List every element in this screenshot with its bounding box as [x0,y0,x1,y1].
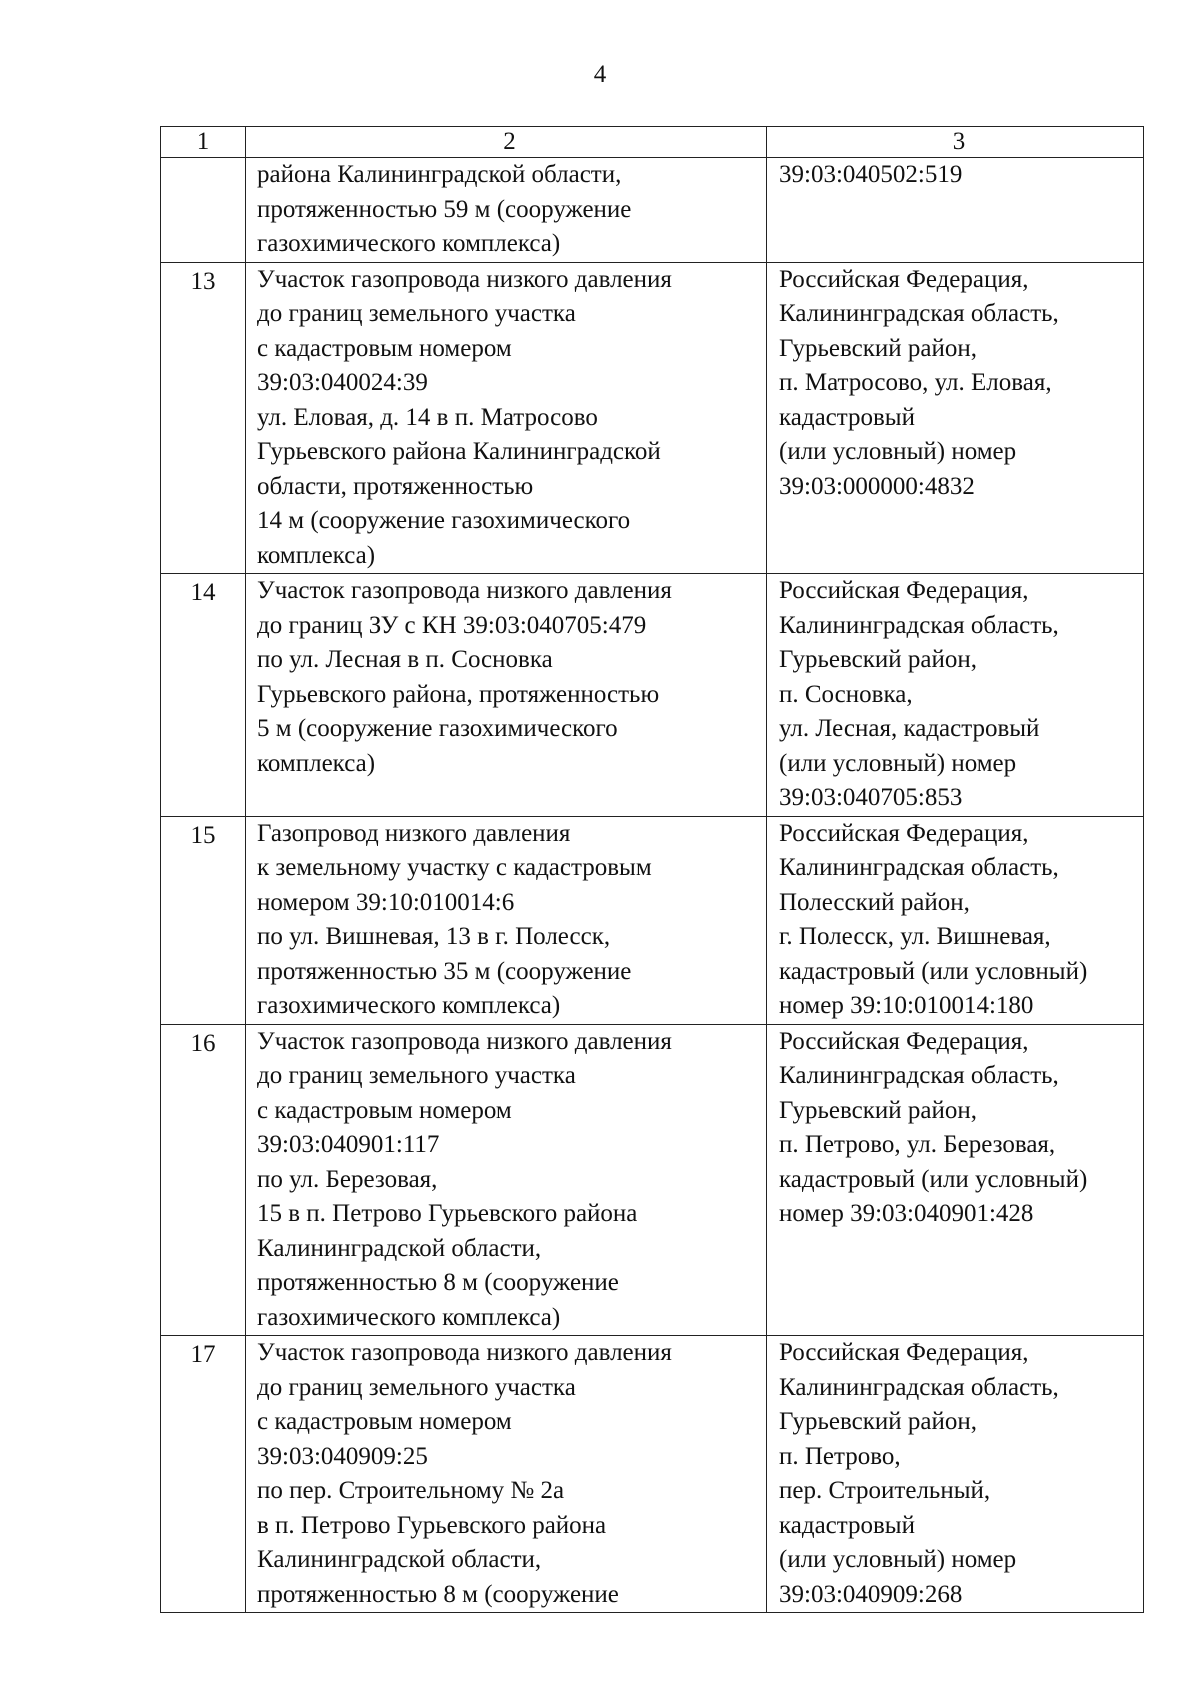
location-line: Калининградская область, [779,300,1059,327]
table-row [161,1024,1144,1336]
description-line: к земельному участку с кадастровым [257,854,652,881]
location-line: 39:03:040705:853 [779,784,963,811]
table-row [161,262,1144,574]
row-number: 14 [190,579,216,606]
description-line: по пер. Строительному № 2а [257,1477,565,1504]
location-line: (или условный) номер [779,749,1017,777]
row-number: 15 [190,821,216,849]
description-line: Калининградской области, [257,1234,542,1262]
location-line: кадастровый (или условный) [779,957,1088,985]
location-line: п. Петрово, ул. Березовая, [779,1131,1056,1158]
description-line: Калининградской области, [257,1546,542,1573]
description-line: 14 м (сооружение газохимического [257,507,631,534]
description-line: до границ земельного участка [257,300,576,327]
location-line: Гурьевский район, [779,1408,978,1435]
table-row [161,574,1144,817]
row-number-cell [161,1336,246,1613]
row-number: 16 [190,1029,216,1057]
description-line: газохимического комплекса) [257,230,561,257]
row-number-cell [161,158,246,263]
object-description-cell [246,1024,767,1336]
description-line: Участок газопровода низкого давления [257,577,672,604]
description-line: номером 39:10:010014:6 [257,888,515,916]
location-line: 39:03:040502:519 [779,161,963,188]
row-number-cell [161,574,246,817]
location-line: кадастровый [779,403,915,431]
description-line: Участок газопровода низкого давления [257,1339,672,1366]
description-line: области, протяженностью [257,472,534,500]
description-line: Газопровод низкого давления [257,819,571,847]
description-line: газохимического комплекса) [257,992,561,1019]
table-body [161,127,1144,1613]
description-line: по ул. Березовая, [257,1165,438,1193]
description-line: района Калининградской области, [257,161,622,188]
description-line: в п. Петрово Гурьевского района [257,1511,607,1539]
location-line: г. Полесск, ул. Вишневая, [779,923,1051,950]
description-line: с кадастровым номером [257,1408,512,1435]
location-cell [767,158,1144,263]
description-line: протяженностью 59 м (сооружение [257,195,632,223]
location-line: п. Сосновка, [779,680,913,708]
description-line: газохимического комплекса) [257,1303,561,1331]
location-line: 39:03:000000:4832 [779,472,975,500]
location-line: кадастровый [779,1511,915,1539]
description-line: до границ земельного участка [257,1062,576,1089]
row-number: 13 [190,267,216,295]
location-line: Калининградская область, [779,1373,1059,1401]
column-header-1: 1 [161,127,246,158]
table-header-row [161,127,1144,158]
location-line: Российская Федерация, [779,819,1029,847]
property-table [160,126,1144,1613]
row-number [161,158,245,160]
location-line: п. Матросово, ул. Еловая, [779,369,1052,396]
table-row [161,158,1144,263]
description-line: Участок газопровода низкого давления [257,1027,672,1055]
page-number: 4 [593,61,607,88]
description-line: 15 в п. Петрово Гурьевского района [257,1200,638,1227]
location-line: Российская Федерация, [779,1339,1029,1366]
description-line: с кадастровым номером [257,1096,512,1124]
location-cell [767,262,1144,574]
description-line: до границ земельного участка [257,1373,576,1401]
location-line: (или условный) номер [779,438,1017,465]
description-line: комплекса) [257,749,376,777]
location-line: номер 39:03:040901:428 [779,1200,1034,1227]
location-line: Полесский район, [779,888,970,916]
object-description-cell [246,816,767,1024]
description-line: 39:03:040901:117 [257,1131,440,1158]
location-line: Российская Федерация, [779,577,1029,604]
object-description-cell [246,574,767,817]
description-line: по ул. Лесная в п. Сосновка [257,646,553,673]
location-line: Гурьевский район, [779,646,978,673]
description-line: 5 м (сооружение газохимического [257,715,618,742]
location-line: пер. Строительный, [779,1477,991,1504]
description-line: по ул. Вишневая, 13 в г. Полесск, [257,923,611,950]
row-number-cell [161,816,246,1024]
description-line: Участок газопровода низкого давления [257,265,672,293]
description-line: до границ ЗУ с КН 39:03:040705:479 [257,611,647,639]
location-line: Российская Федерация, [779,1027,1029,1055]
location-cell [767,574,1144,817]
location-cell [767,816,1144,1024]
row-number: 17 [190,1341,216,1368]
location-cell [767,1024,1144,1336]
description-line: протяженностью 35 м (сооружение [257,957,632,985]
location-line: Калининградская область, [779,854,1059,881]
location-line: ул. Лесная, кадастровый [779,715,1040,742]
location-line: Гурьевский район, [779,334,978,362]
description-line: 39:03:040024:39 [257,369,428,396]
description-line: протяженностью 8 м (сооружение [257,1580,619,1608]
location-line: кадастровый (или условный) [779,1165,1088,1193]
row-number-cell [161,1024,246,1336]
description-line: ул. Еловая, д. 14 в п. Матросово [257,403,598,431]
location-line: Российская Федерация, [779,265,1029,293]
description-line: протяженностью 8 м (сооружение [257,1269,619,1296]
object-description-cell [246,1336,767,1613]
row-number-cell [161,262,246,574]
table-row [161,816,1144,1024]
location-line: номер 39:10:010014:180 [779,992,1034,1019]
description-line: с кадастровым номером [257,334,512,362]
description-line: Гурьевского района Калининградской [257,438,661,465]
location-line: Гурьевский район, [779,1096,978,1124]
location-line: (или условный) номер [779,1546,1017,1573]
object-description-cell [246,262,767,574]
location-line: 39:03:040909:268 [779,1580,963,1608]
location-line: п. Петрово, [779,1442,901,1470]
column-header-2: 2 [246,127,767,158]
location-cell [767,1336,1144,1613]
column-header-3: 3 [767,127,1144,158]
object-description-cell [246,158,767,263]
description-line: Гурьевского района, протяженностью [257,680,660,708]
table-row [161,1336,1144,1613]
description-line: 39:03:040909:25 [257,1442,428,1470]
location-line: Калининградская область, [779,611,1059,639]
location-line: Калининградская область, [779,1062,1059,1089]
description-line: комплекса) [257,541,376,569]
